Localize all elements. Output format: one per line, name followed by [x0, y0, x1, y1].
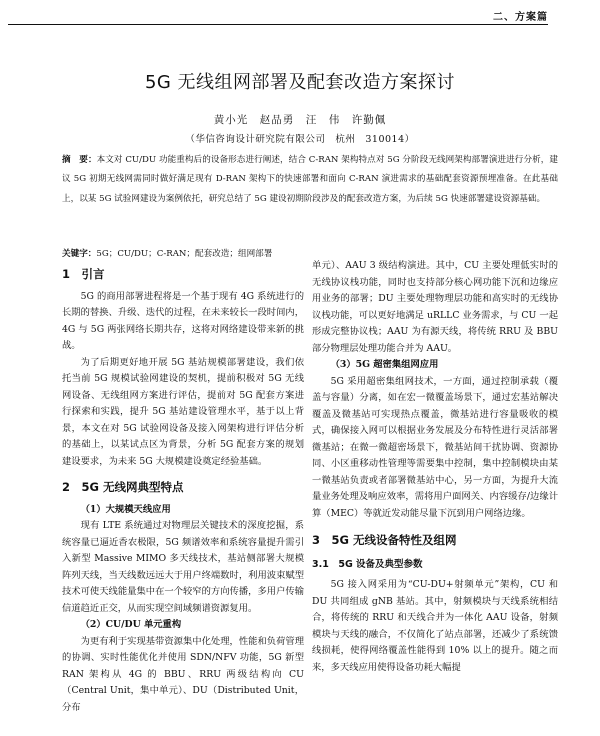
header-rule	[8, 24, 548, 25]
authors: 黄小光 赵品勇 汪 伟 许勤佩	[213, 114, 387, 126]
paper-title: 5G 无线组网部署及配套改造方案探讨	[144, 72, 456, 93]
subheading-massive-mimo: （1）大规模天线应用	[80, 503, 171, 515]
paragraph: 5G 接入网采用为“CU-DU+射频单元”架构，CU 和 DU 共同组成 gNB 基站。其中，射频模块与天线系统相结合，将传统的 RRU 和天线合并为一体化 AAU 设备，射频模块与天线的融合，不仅简化了站点部署，还减少了系统馈线损耗，使得网络覆盖性能得到 10% 以上的提升。随之而来，多天线应用使得设备功耗大幅提	[312, 579, 558, 673]
subheading-ultra-dense: （3）5G 超密集组网应用	[330, 359, 439, 370]
keywords-label: 关键字：	[62, 249, 97, 259]
running-header	[0, 0, 600, 34]
section-heading-features: 2 5G 无线网典型特点	[62, 480, 184, 494]
paragraph: 5G 的商用部署进程将是一个基于现有 4G 系统进行的长期的替换、升级、迭代的过程，在未来较长一段时间内，4G 与 5G 两张网络长期共存，这将对网络建设带来新的挑战。	[62, 290, 304, 351]
keywords-text: 5G；CU/DU；C-RAN；配套改造；组网部署	[96, 249, 273, 259]
paragraph: 为了后期更好地开展 5G 基站规模部署建设，我们依托当前 5G 规模试验网建设的契机，提前积极对 5G 无线网设备、无线组网方案进行评估，提前对 5G 配套方案进行探索和实践，提升 5G 基站建设管理水平，基于以上背景，本文在对 5G 试验网设备及接入网架构进行评估分析的基础上，以某试点区为背景，分析 5G 配套方案的规划建设要求，为未来 5G 大规模建设奠定经验基础。	[62, 356, 304, 467]
affiliation: （华信咨询设计研究院有限公司 杭州 310014）	[185, 134, 415, 145]
subheading-cu-du: （2）CU/DU 单元重构	[80, 619, 182, 630]
paragraph: 5G 采用超密集组网技术，一方面，通过控制承载（覆盖与容量）分离，如在宏一微覆盖场景下，通过宏基站解决覆盖及微基站可实现热点覆盖，微基站进行容量吸收的模式，确保接入网可以根据业务发展及分布特性进行灵活部署微基站；在微一微超密场景下，微基站间干扰协调、资源协同、小区重移动性管理等需要集中控制，集中控制模块由某一微基站负责或者部署微基站中心，另一方面，为提升大流量业务处理及响应效率，需将用户面网关、内容缓存/边缘计算（MEC）等就近发动能尽量下沉到用户网络边缘。	[312, 375, 558, 519]
left-column	[62, 258, 304, 716]
abstract-label: 摘 要：	[62, 155, 97, 165]
section-heading-introduction: 1 引言	[62, 267, 105, 281]
subsection-heading-parameters: 3.1 5G 设备及典型参数	[312, 558, 423, 570]
paragraph: 单元）、AAU 3 级结构演进。其中，CU 主要处理低实时的无线协议栈功能，同时也支持部分核心网功能下沉和边缘应用业务的部署；DU 主要处理物理层功能和高实时的无线协议栈功能，可以更好地满足 uRLLC 业务需求，与 CU 一起形成完整协议栈；AAU 为有源天线，将传统 RRU 及 BBU 部分物理层处理功能合并为 AAU。	[312, 260, 558, 354]
section-label: 二、方案篇	[493, 12, 548, 23]
section-heading-equipment: 3 5G 无线设备特性及组网	[312, 533, 457, 547]
paragraph: 现有 LTE 系统通过对物理层关键技术的深度挖掘，系统容量已逼近香农极限，5G 频谱效率和系统容量提升需引入新型 Massive MIMO 多天线技术，基站侧部署大规模阵列天线，当天线数远远大于用户终端数时，利用波束赋型技术可使天线能量集中在一个较窄的方向传播，多用户传输信道趋近正交，从而实现空间域频谱资源复用。	[62, 520, 304, 614]
paragraph: 为更有利于实现基带资源集中化处理，性能和负荷管理的协调、实时性能优化并使用 SDN/NFV 功能，5G 新型 RAN 架构从 4G 的 BBU、RRU 两级结构向 CU（Central Unit，集中单元）、DU（Distributed Unit，分布	[62, 635, 304, 713]
abstract-text: 本文对 CU/DU 功能重构后的设备形态进行阐述，结合 C-RAN 架构特点对 5G 分阶段无线网架构部署演进进行分析，建议 5G 初期无线网需同时做好满足现有 D-RAN 架构下的快速部署和面向 C-RAN 演进需求的基础配套资源预埋准备。在此基础上，以某 5G 试验网建设为案例依托，研究总结了 5G 建设初期阶段涉及的配套改造方案，为后续 5G 快速部署建设资源基础。	[62, 155, 558, 204]
abstract	[62, 151, 558, 209]
right-column	[312, 258, 558, 676]
